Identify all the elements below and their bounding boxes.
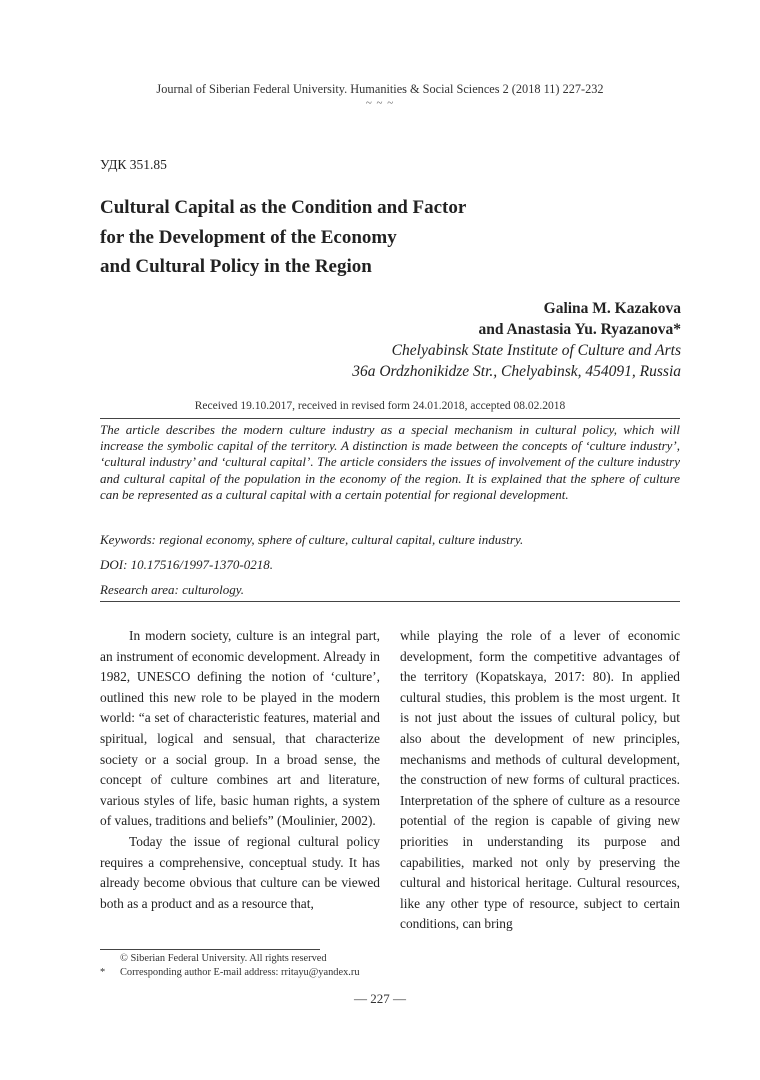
abstract-bottom-rule: [100, 601, 680, 602]
corresponding-author-footnote: [100, 967, 360, 978]
title-line: Cultural Capital as the Condition and Factor: [100, 197, 467, 218]
udk-code: УДК 351.85: [100, 157, 167, 172]
author-line-1: Galina M. Kazakova: [543, 300, 681, 317]
copyright-footnote: © Siberian Federal University. All rights reserved: [120, 953, 327, 964]
body-right-column: [400, 626, 680, 935]
body-paragraph: while playing the role of a lever of economic development, form the competitive advantages of the territory (Kopatskaya, 2017: 80). In applied cultural studies, this problem is the most urgent. It is not just about the issues of cultural policy, but also about the development of new principles, mechanisms and methods of cultural development, the construction of new forms of cultural practices. Interpretation of the sphere of culture as a resource potential of the region is capable of giving new priorities in understanding its purpose and capabilities, marked not only by preserving the cultural and historical heritage. Cultural resources, like any other type of resource, subject to certain conditions, can bring: [400, 628, 680, 932]
affiliation: Chelyabinsk State Institute of Culture and Arts: [391, 342, 681, 359]
body-paragraph: Today the issue of regional cultural policy requires a comprehensive, conceptual study. It has already become obvious that culture can be viewed both as a product and as a resource that,: [100, 833, 380, 911]
title-line: for the Development of the Economy: [100, 226, 397, 248]
received-dates: Received 19.10.2017, received in revised form 24.01.2018, accepted 08.02.2018: [194, 400, 566, 412]
address: 36a Ordzhonikidze Str., Chelyabinsk, 454091, Russia: [352, 363, 681, 380]
body-left-column: [100, 626, 380, 914]
journal-header: Journal of Siberian Federal University. Humanities & Social Sciences 2 (2018 11) 227-232: [156, 82, 604, 96]
body-paragraph: In modern society, culture is an integral part, an instrument of economic development. Already in 1982, UNESCO defining the notion of ‘culture’, outlined this new role to be played in the modern world: “a set of characteristic features, material and spiritual, logical and sensual, that characterize society or a social group. In a broad sense, the concept of culture combines art and literature, various styles of life, basic human rights, a system of values, traditions and beliefs” (Moulinier, 2002).: [100, 628, 380, 829]
corresponding-email: Corresponding author E-mail address: rritayu@yandex.ru: [120, 967, 360, 978]
research-area: Research area: culturology.: [100, 582, 245, 597]
authors-block: [352, 298, 681, 382]
article-title: [100, 193, 570, 282]
footnote-rule: [100, 949, 320, 950]
footnote-marker: *: [100, 967, 106, 978]
abstract-top-rule: [100, 418, 680, 419]
abstract: The article describes the modern culture industry as a special mechanism in cultural policy, which will increase the symbolic capital of the territory. A distinction is made between the concepts of ‘culture industry’, ‘cultural industry’ and ‘cultural capital’. The article considers the issues of involvement of the culture industry and cultural capital of the population in the economy of the region. It is explained that the sphere of culture can be represented as a cultural capital with a certain potential for regional development.: [100, 422, 680, 502]
author-line-2: and Anastasia Yu. Ryazanova*: [478, 321, 681, 338]
keywords: Keywords: regional economy, sphere of culture, cultural capital, culture industry.: [100, 532, 524, 547]
page-number: — 227 —: [354, 991, 406, 1006]
header-ornament: ~ ~ ~: [365, 97, 395, 109]
doi: DOI: 10.17516/1997-1370-0218.: [100, 557, 273, 572]
title-line: and Cultural Policy in the Region: [100, 256, 372, 277]
